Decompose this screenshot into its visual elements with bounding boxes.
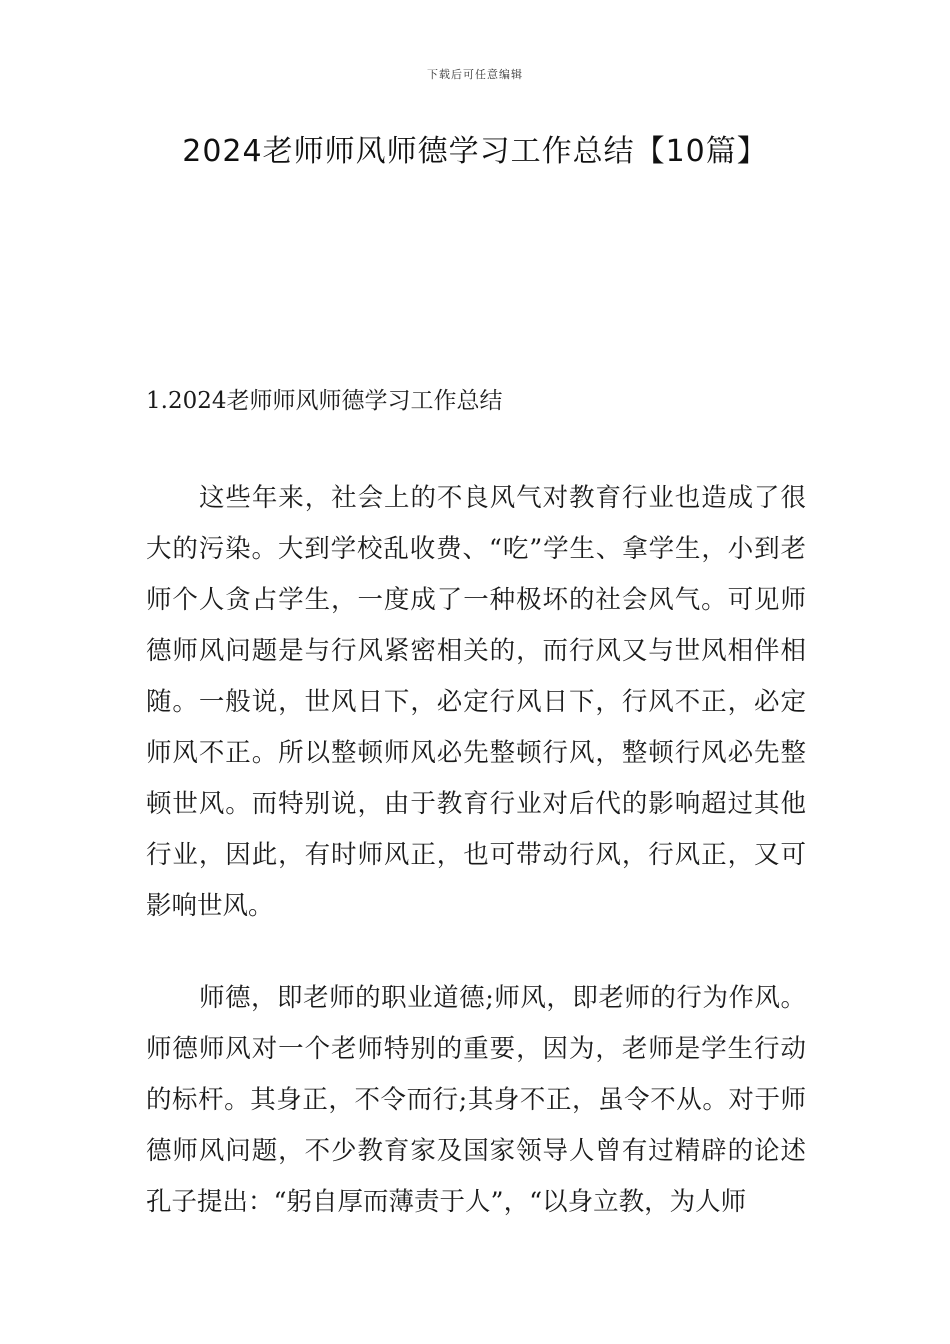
download-note: 下载后可任意编辑	[427, 68, 523, 81]
paragraph-2: 师德，即老师的职业道德;师风，即老师的行为作风。师德师风对一个老师特别的重要，因为，老师是学生行动的标杆。其身正，不令而行;其身不正，虽令不从。对于师德师风问题，不少教育家及国家领导人曾有过精辟的论述孔子提出：“躬自厚而薄责于人”，“以身立教，为人师	[146, 983, 806, 1217]
section-heading: 1.2024老师师风师德学习工作总结	[146, 388, 503, 414]
document-title: 2024老师师风师德学习工作总结【10篇】	[182, 134, 768, 169]
paragraph-1: 这些年来，社会上的不良风气对教育行业也造成了很大的污染。大到学校乱收费、“吃”学生、拿学生，小到老师个人贪占学生，一度成了一种极坏的社会风气。可见师德师风问题是与行风紧密相关的，而行风又与世风相伴相随。一般说，世风日下，必定行风日下，行风不正，必定师风不正。所以整顿师风必先整顿行风，整顿行风必先整顿世风。而特别说，由于教育行业对后代的影响超过其他行业，因此，有时师风正，也可带动行风，行风正，又可影响世风。	[146, 483, 806, 921]
